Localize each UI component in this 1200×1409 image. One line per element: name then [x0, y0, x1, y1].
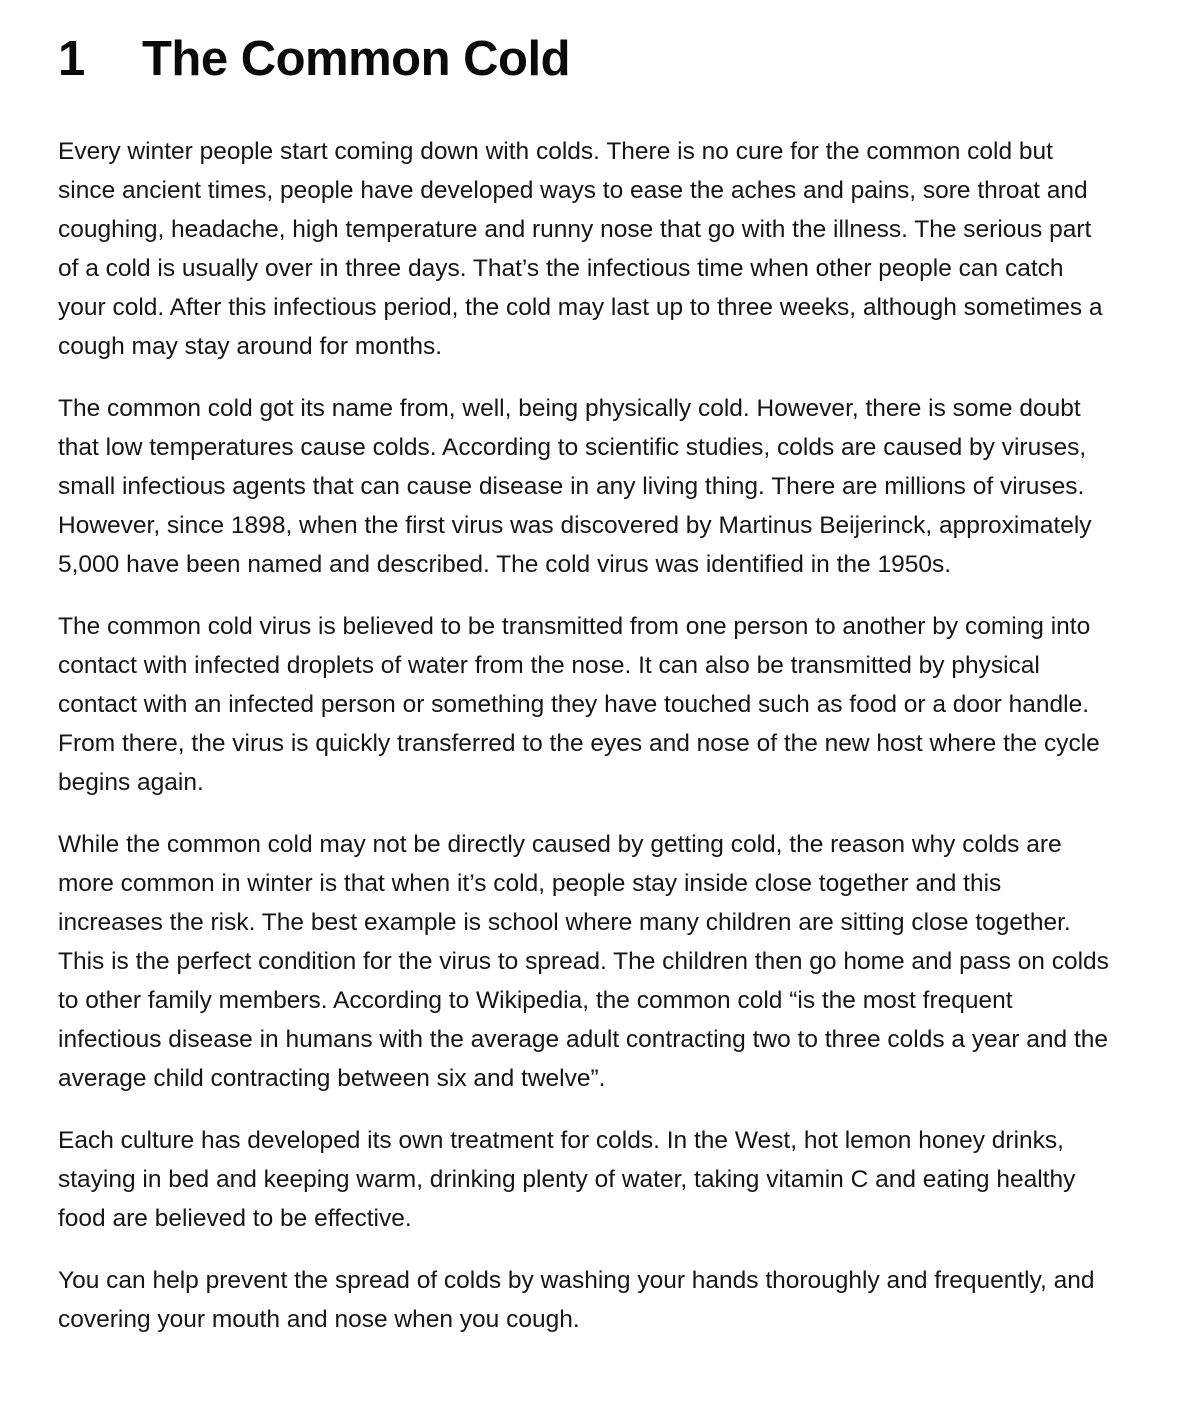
section-number: 1: [58, 32, 85, 86]
paragraph-prevention: You can help prevent the spread of colds by washing your hands thoroughly and frequently, and covering your mouth and nose when you cough.: [58, 1267, 1095, 1333]
paragraph-winter-risk: While the common cold may not be directly caused by getting cold, the reason why colds are more common in winter is that when it’s cold, people stay inside close together and this increases the risk. The best example is school where many children are sitting close together. This is the perfect condition for the virus to spread. The children then go home and pass on colds to other family members. According to Wikipedia, the common cold “is the most frequent infectious disease in humans with the average adult contracting two to three colds a year and the average child contracting between six and twelve”.: [58, 831, 1109, 1092]
section-title: The Common Cold: [142, 32, 571, 86]
paragraph-treatment: Each culture has developed its own treatment for colds. In the West, hot lemon honey drinks, staying in bed and keeping warm, drinking plenty of water, taking vitamin C and eating healthy food are believed to be effective.: [58, 1127, 1076, 1232]
paragraph-transmission: The common cold virus is believed to be transmitted from one person to another by coming into contact with infected droplets of water from the nose. It can also be transmitted by physical contact with an infected person or something they have touched such as food or a door handle. From there, the virus is quickly transferred to the eyes and nose of the new host where the cycle begins again.: [58, 613, 1100, 796]
paragraph-name-origin: The common cold got its name from, well, being physically cold. However, there is some doubt that low temperatures cause colds. According to scientific studies, colds are caused by viruses, small infectious agents that can cause disease in any living thing. There are millions of viruses. However, since 1898, when the first virus was discovered by Martinus Beijerinck, approximately 5,000 have been named and described. The cold virus was identified in the 1950s.: [58, 395, 1092, 578]
section-heading: [58, 26, 1110, 92]
paragraph-intro: Every winter people start coming down with colds. There is no cure for the common cold but since ancient times, people have developed ways to ease the aches and pains, sore throat and coughing, headache, high temperature and runny nose that go with the illness. The serious part of a cold is usually over in three days. That’s the infectious time when other people can catch your cold. After this infectious period, the cold may last up to three weeks, although sometimes a cough may stay around for months.: [58, 138, 1103, 360]
